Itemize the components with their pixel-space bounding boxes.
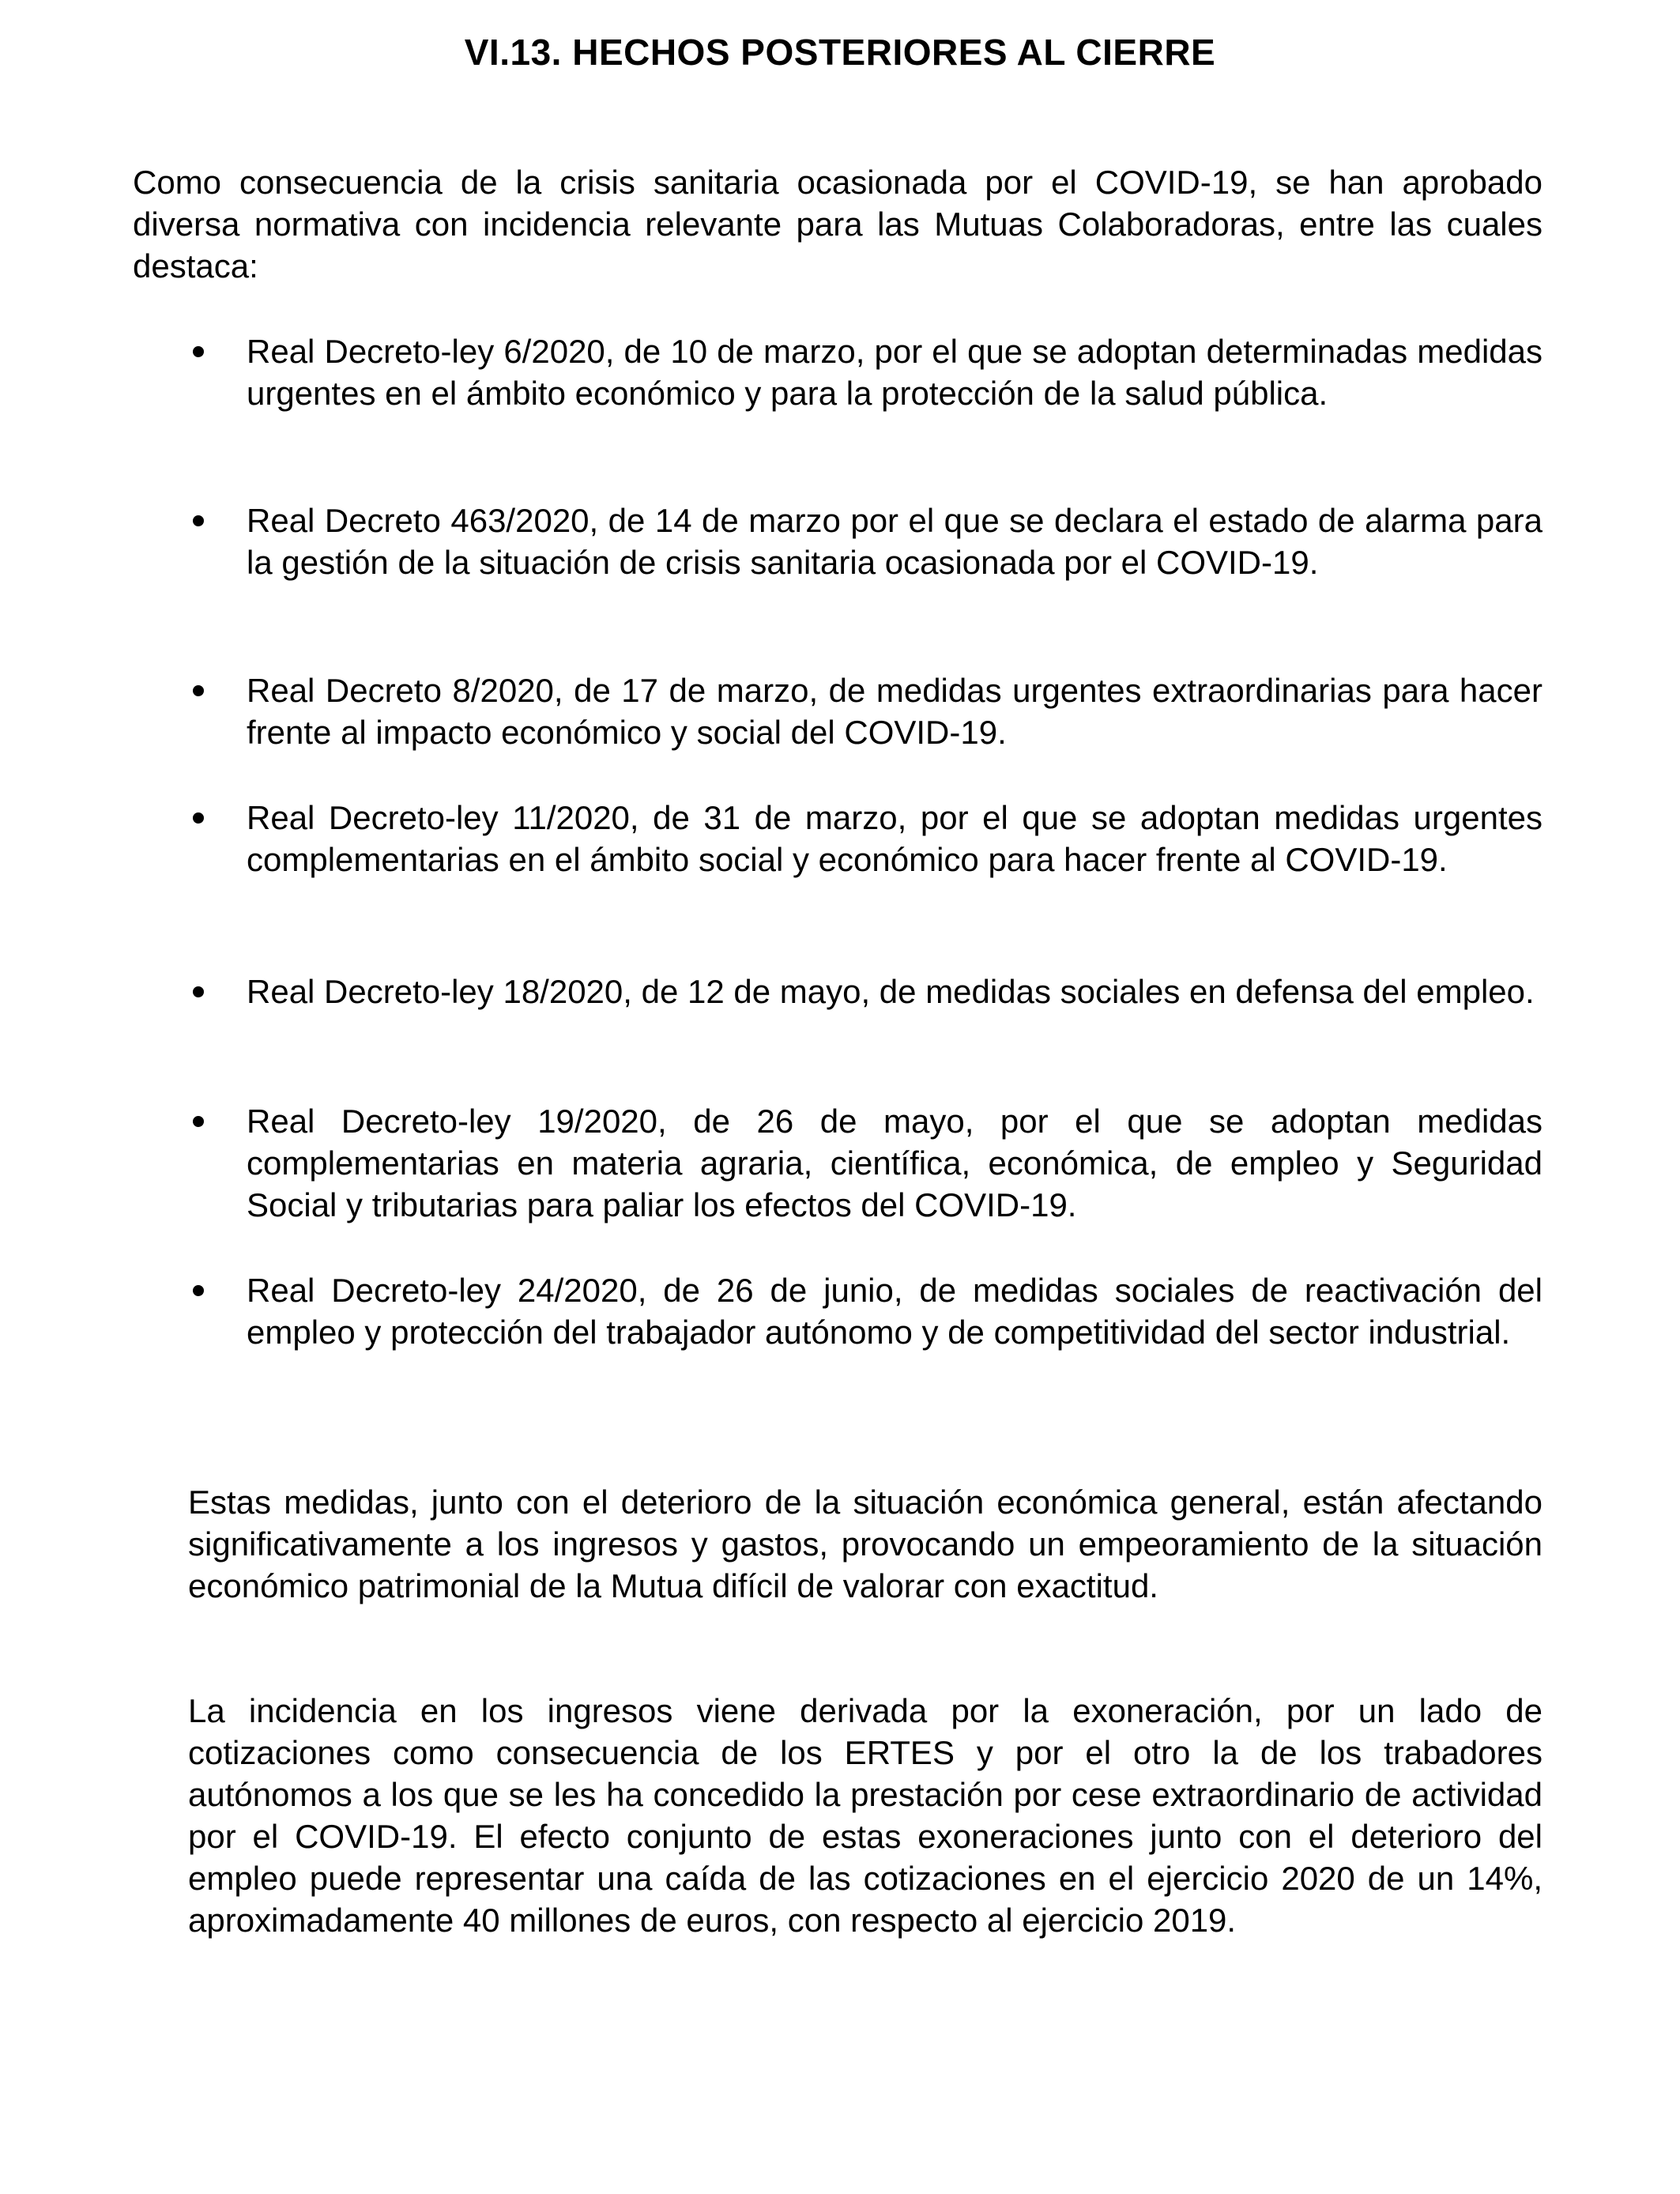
list-item-text: Real Decreto 463/2020, de 14 de marzo por el que se declara el estado de alarma para la gestión de la situación de crisis sanitaria ocasionada por el COVID-19. [247,502,1543,581]
revenue-paragraph: La incidencia en los ingresos viene derivada por la exoneración, por un lado de cotizaciones como consecuencia de los ERTES y por el otro la de los trabadores autónomos a los que se les ha concedido la prestación por cese extraordinario de actividad por el COVID-19. El efecto conjunto de estas exoneraciones junto con el deterioro del empleo puede representar una caída de las cotizaciones en el ejercicio 2020 de un 14%, aproximadamente 40 millones de euros, con respecto al ejercicio 2019. [188,1692,1543,1939]
bullet-icon [193,812,204,824]
bullet-icon [193,685,204,696]
bullet-icon [193,1116,204,1127]
list-item-text: Real Decreto 8/2020, de 17 de marzo, de medidas urgentes extraordinarias para hacer frente al impacto económico y social del COVID-19. [247,672,1543,751]
bullet-icon [193,1285,204,1296]
list-item-text: Real Decreto-ley 6/2020, de 10 de marzo, por el que se adoptan determinadas medidas urgentes en el ámbito económico y para la protección de la salud pública. [247,333,1543,412]
list-item-text: Real Decreto-ley 11/2020, de 31 de marzo, por el que se adoptan medidas urgentes complementarias en el ámbito social y económico para hacer frente al COVID-19. [247,799,1543,878]
list-item-text: Real Decreto-ley 24/2020, de 26 de junio, de medidas sociales de reactivación del empleo y protección del trabajador autónomo y de competitividad del sector industrial. [247,1272,1543,1351]
impact-paragraph: Estas medidas, junto con el deterioro de la situación económica general, están afectando significativamente a los ingresos y gastos, provocando un empeoramiento de la situación económico patrimonial de la Mutua difícil de valorar con exactitud. [188,1483,1543,1604]
section-title: VI.13. HECHOS POSTERIORES AL CIERRE [464,32,1216,73]
list-item-text: Real Decreto-ley 19/2020, de 26 de mayo, por el que se adoptan medidas complementarias en materia agraria, científica, económica, de empleo y Seguridad Social y tributarias para paliar los efectos del COVID-19. [247,1103,1543,1223]
list-item-text: Real Decreto-ley 18/2020, de 12 de mayo, de medidas sociales en defensa del empleo. [247,973,1535,1010]
bullet-icon [193,515,204,526]
bullet-icon [193,986,204,997]
bullet-icon [193,346,204,357]
intro-paragraph: Como consecuencia de la crisis sanitaria ocasionada por el COVID-19, se han aprobado diversa normativa con incidencia relevante para las Mutuas Colaboradoras, entre las cuales destaca: [133,164,1543,285]
